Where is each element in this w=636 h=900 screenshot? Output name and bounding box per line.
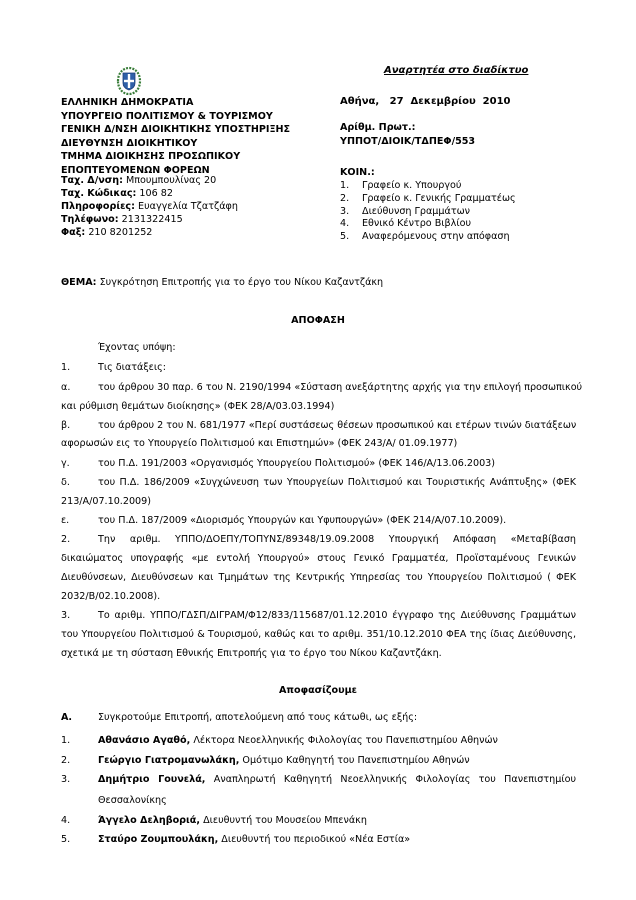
- provision-text: Διευθύνσεων, Διευθύνσεων και Τμημάτων της Κεντρικής Υπηρεσίας του Υπουργείου Πολιτισμού ( ΦΕΚ: [61, 572, 576, 583]
- member-name: Δημήτριο Γουνελά,: [98, 774, 206, 785]
- item-number: 1.: [61, 362, 71, 373]
- org-line: ΤΜΗΜΑ ΔΙΟΙΚΗΣΗΣ ΠΡΟΣΩΠΙΚΟΥ: [61, 151, 241, 162]
- contact-phone: Τηλέφωνο: 2131322415: [61, 214, 183, 225]
- member-entry: [98, 755, 470, 766]
- member-role: Αναπληρωτή Καθηγητή Νεοελληνικής Φιλολογίας του Πανεπιστημίου: [205, 774, 576, 785]
- member-name: Γεώργιο Γιατρομανωλάκη,: [98, 755, 240, 766]
- member-role: Λέκτορα Νεοελληνικής Φιλολογίας του Πανεπιστημίου Αθηνών: [190, 735, 498, 746]
- member-number: 1.: [61, 735, 71, 746]
- provision-text: αφορωσών εις το Υπουργείο Πολιτισμού και Επιστημών» (ΦΕΚ 243/Α/ 01.09.1977): [61, 438, 458, 449]
- item-number: γ.: [61, 458, 70, 469]
- section-text: Συγκροτούμε Επιτροπή, αποτελούμενη από τους κάτωθι, ως εξής:: [98, 712, 418, 723]
- koin-list: [340, 180, 516, 244]
- item-number: α.: [61, 382, 71, 393]
- provision-text: 213/Α/07.10.2009): [61, 496, 152, 507]
- item-text: Τις διατάξεις:: [98, 362, 166, 373]
- item-number: 2.: [61, 534, 71, 545]
- member-name: Άγγελο Δεληβοριά,: [98, 815, 201, 826]
- contact-info-person: Πληροφορίες: Ευαγγελία Τζατζάφη: [61, 201, 238, 212]
- provision-text: του Π.Δ. 191/2003 «Οργανισμός Υπουργείου Πολιτισμού» (ΦΕΚ 146/Α/13.06.2003): [98, 458, 496, 469]
- provision-text: του άρθρου 30 παρ. 6 του Ν. 2190/1994 «Σύσταση ανεξάρτητης αρχής για την επιλογή προσωπικού: [98, 382, 583, 393]
- decision-title: ΑΠΟΦΑΣΗ: [291, 315, 345, 326]
- member-entry: [98, 834, 410, 845]
- provision-text: του άρθρου 2 του Ν. 681/1977 «Περί συστάσεως θέσεων προσωπικού και ετέρων τινών διατάξεων: [98, 420, 577, 431]
- provision-text: και ρύθμιση θεμάτων διοίκησης» (ΦΕΚ 28/Α/03.03.1994): [61, 401, 335, 412]
- member-role: Ομότιμο Καθηγητή του Πανεπιστημίου Αθηνών: [239, 755, 470, 766]
- contact-postcode: Ταχ. Κώδικας: 106 82: [61, 188, 173, 199]
- item-number: δ.: [61, 477, 70, 488]
- org-line: ΕΠΟΠΤΕΥΟΜΕΝΩΝ ΦΟΡΕΩΝ: [61, 164, 210, 176]
- org-line: ΥΠΟΥΡΓΕΙΟ ΠΟΛΙΤΙΣΜΟΥ & ΤΟΥΡΙΣΜΟΥ: [61, 110, 273, 122]
- we-decide-heading: Αποφασίζουμε: [278, 685, 358, 696]
- provision-text: δικαιώματος υπογραφής «με εντολή Υπουργού» στους Γενικό Γραμματέα, Προϊσταμένους Γενικών: [61, 553, 576, 564]
- koin-item: 2. Γραφείο κ. Γενικής Γραμματέως: [340, 192, 516, 204]
- provision-text: του Π.Δ. 186/2009 «Συγχώνευση των Υπουργείων Πολιτισμού και Τουριστικής Ανάπτυξης» (ΦΕΚ: [98, 477, 576, 488]
- member-number: 3.: [61, 774, 71, 785]
- member-entry: [98, 815, 367, 826]
- contact-fax: Φαξ: 210 8201252: [61, 227, 153, 238]
- provision-text: του Π.Δ. 187/2009 «Διορισμός Υπουργών και Υφυπουργών» (ΦΕΚ 214/Α/07.10.2009).: [98, 515, 507, 526]
- koin-item: 5. Αναφερόμενους στην απόφαση: [340, 231, 510, 243]
- subject-text: Συγκρότηση Επιτροπής για το έργο του Νίκου Καζαντζάκη: [96, 277, 384, 288]
- issuing-authority: [61, 96, 290, 177]
- member-role-continued: Θεσσαλονίκης: [98, 795, 167, 806]
- subject-label: ΘΕΜΑ:: [61, 277, 97, 288]
- provision-text: σχετικά με τη σύσταση Εθνικής Επιτροπής για το έργο του Νίκου Καζαντζάκη.: [61, 648, 442, 659]
- koin-item: 4. Εθνικό Κέντρο Βιβλίου: [340, 218, 472, 230]
- document-date: Αθήνα, 27 Δεκεμβρίου 2010: [340, 96, 511, 107]
- contact-details: [61, 174, 238, 239]
- protocol-label: Αρίθμ. Πρωτ.:: [340, 122, 416, 133]
- member-role: Διευθυντή του περιοδικού «Νέα Εστία»: [218, 834, 411, 845]
- section-letter: Α.: [61, 712, 73, 723]
- member-number: 4.: [61, 815, 71, 826]
- item-number: ε.: [61, 515, 70, 526]
- provision-text: του Υπουργείου Πολιτισμού & Τουρισμού, καθώς και το αριθμ. 351/10.12.2010 ΦΕΑ της ίδιας Διεύθυνσης,: [61, 629, 576, 640]
- subject-line: [61, 276, 383, 289]
- member-name: Σταύρο Ζουμπουλάκη,: [98, 834, 219, 845]
- member-number: 2.: [61, 755, 71, 766]
- koin-item: 1. Γραφείο κ. Υπουργού: [340, 180, 462, 191]
- provision-text: Το αριθμ. ΥΠΠΟ/ΓΔΣΠ/ΔΙΓΡΑΜ/Φ12/833/115687/01.12.2010 έγγραφο της Διεύθυνσης Γραμμάτων: [98, 610, 576, 621]
- item-number: 3.: [61, 610, 71, 621]
- org-line: ΔΙΕΥΘΥΝΣΗ ΔΙΟΙΚΗΤΙΚΟΥ: [61, 137, 198, 149]
- member-role: Διευθυντή του Μουσείου Μπενάκη: [200, 815, 367, 826]
- member-name: Αθανάσιο Αγαθό,: [98, 735, 191, 746]
- having-in-mind: Έχοντας υπόψη:: [98, 342, 176, 353]
- org-line: ΓΕΝΙΚΗ Δ/ΝΣΗ ΔΙΟΙΚΗΤΙΚΗΣ ΥΠΟΣΤΗΡΙΞΗΣ: [61, 124, 291, 135]
- protocol-number: ΥΠΠΟΤ/ΔΙΟΙΚ/ΤΔΠΕΦ/553: [340, 136, 476, 147]
- koin-item: 3. Διεύθυνση Γραμμάτων: [340, 205, 470, 217]
- item-number: β.: [61, 420, 71, 431]
- contact-address: Ταχ. Δ/νση: Μπουμπουλίνας 20: [61, 175, 217, 186]
- member-number: 5.: [61, 834, 71, 845]
- org-line: ΕΛΛΗΝΙΚΗ ΔΗΜΟΚΡΑΤΙΑ: [61, 97, 194, 108]
- member-entry: [98, 774, 576, 785]
- provision-text: 2032/Β/02.10.2008).: [61, 591, 161, 602]
- member-entry: [98, 735, 498, 746]
- greek-coat-of-arms-icon: [112, 64, 146, 98]
- publication-note: Αναρτητέα στο διαδίκτυο: [384, 65, 529, 76]
- provision-text: Την αριθμ. ΥΠΠΟ/ΔΟΕΠΥ/ΤΟΠΥΝΣ/89348/19.09.2008 Υπουργική Απόφαση «Μεταβίβαση: [98, 534, 576, 545]
- koin-label: ΚΟΙΝ.:: [340, 167, 375, 178]
